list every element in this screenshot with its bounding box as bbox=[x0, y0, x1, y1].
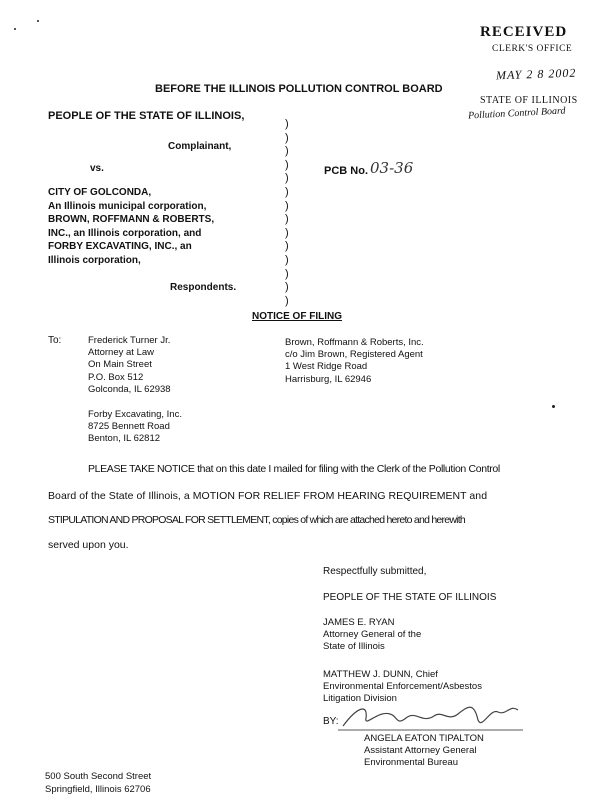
footer-city: Springfield, Illinois 62706 bbox=[45, 783, 151, 795]
address-line: Forby Excavating, Inc. bbox=[88, 409, 182, 420]
notice-title: NOTICE OF FILING bbox=[252, 311, 342, 322]
signer-title: Assistant Attorney General bbox=[364, 745, 477, 756]
caption-paren: ) bbox=[285, 253, 289, 266]
ag-state: State of Illinois bbox=[323, 641, 385, 652]
address-line: Golconda, IL 62938 bbox=[88, 383, 171, 395]
attorney-general-block bbox=[323, 617, 421, 653]
address-line: P.O. Box 512 bbox=[88, 371, 144, 383]
scan-speck bbox=[14, 28, 16, 30]
address-line: Attorney at Law bbox=[88, 347, 155, 359]
respondent-line: BROWN, ROFFMANN & ROBERTS, bbox=[48, 214, 215, 225]
caption-paren: ) bbox=[285, 158, 289, 171]
plaintiff-name: PEOPLE OF THE STATE OF ILLINOIS, bbox=[48, 110, 245, 122]
scan-speck bbox=[37, 20, 39, 22]
footer-address bbox=[45, 771, 151, 796]
address-line: c/o Jim Brown, Registered Agent bbox=[285, 349, 423, 361]
caption-paren: ) bbox=[285, 131, 289, 144]
body-line-1-rest: that on this date I mailed for filing with the Clerk of the Pollution Control bbox=[194, 463, 500, 475]
signer-name: ANGELA EATON TIPALTON bbox=[364, 733, 484, 744]
addressee-left bbox=[88, 335, 171, 396]
caption-paren: ) bbox=[285, 172, 289, 185]
received-stamp-board: Pollution Control Board bbox=[467, 105, 566, 122]
received-stamp-clerk: CLERK'S OFFICE bbox=[492, 44, 573, 54]
by-label: BY: bbox=[323, 716, 339, 727]
address-line: Harrisburg, IL 62946 bbox=[285, 373, 372, 385]
signer-bureau: Environmental Bureau bbox=[364, 757, 458, 768]
respondent-line: FORBY EXCAVATING, INC., an bbox=[48, 241, 192, 252]
chief-division-2: Litigation Division bbox=[323, 693, 397, 704]
ag-title: Attorney General of the bbox=[323, 629, 422, 640]
addressee-right bbox=[285, 337, 424, 386]
address-line: Benton, IL 62812 bbox=[88, 433, 161, 445]
caption-paren: ) bbox=[285, 294, 289, 307]
addressee-third bbox=[88, 409, 182, 446]
caption-paren: ) bbox=[285, 145, 289, 158]
body-line-3: STIPULATION AND PROPOSAL FOR SETTLEMENT, copies of which are attached hereto and herewith bbox=[48, 514, 466, 526]
versus-label: vs. bbox=[90, 163, 104, 174]
received-stamp-date: MAY 2 8 2002 bbox=[495, 65, 577, 83]
pcb-number-handwritten: 03-36 bbox=[370, 159, 414, 177]
scan-speck bbox=[552, 405, 555, 408]
body-line-2: Board of the State of Illinois, a MOTION FOR RELIEF FROM HEARING REQUIREMENT and bbox=[48, 490, 488, 502]
complainant-label: Complainant, bbox=[168, 141, 232, 152]
handwritten-signature bbox=[338, 696, 528, 736]
caption-paren: ) bbox=[285, 199, 289, 212]
caption-paren: ) bbox=[285, 240, 289, 253]
address-line: Frederick Turner Jr. bbox=[88, 335, 171, 346]
footer-street: 500 South Second Street bbox=[45, 771, 152, 782]
address-line: 1 West Ridge Road bbox=[285, 361, 368, 373]
respondent-line: Illinois corporation, bbox=[48, 254, 141, 266]
ag-name: JAMES E. RYAN bbox=[323, 617, 395, 628]
pcb-label: PCB No. bbox=[324, 165, 368, 177]
respondents-label: Respondents. bbox=[170, 282, 237, 293]
signer-block bbox=[364, 733, 484, 769]
chief-name: MATTHEW J. DUNN, Chief bbox=[323, 669, 438, 680]
caption-paren: ) bbox=[285, 281, 289, 294]
received-stamp-title: RECEIVED bbox=[480, 24, 568, 40]
body-line-4: served upon you. bbox=[48, 539, 129, 551]
respondent-line: An Illinois municipal corporation, bbox=[48, 200, 207, 212]
respondent-line: INC., an Illinois corporation, and bbox=[48, 227, 202, 239]
received-stamp-state: STATE OF ILLINOIS bbox=[480, 95, 578, 106]
body-line-1 bbox=[88, 463, 500, 475]
chief-division: Environmental Enforcement/Asbestos bbox=[323, 681, 482, 692]
document-heading: BEFORE THE ILLINOIS POLLUTION CONTROL BOARD bbox=[155, 83, 443, 95]
respectfully-submitted: Respectfully submitted, bbox=[323, 566, 427, 577]
address-line: On Main Street bbox=[88, 359, 152, 371]
caption-parentheses bbox=[285, 118, 289, 308]
to-label: To: bbox=[48, 335, 62, 346]
signature-stroke bbox=[343, 707, 518, 726]
please-take-notice: PLEASE TAKE NOTICE bbox=[88, 463, 195, 475]
address-line: 8725 Bennett Road bbox=[88, 421, 170, 433]
caption-paren: ) bbox=[285, 118, 289, 130]
caption-paren: ) bbox=[285, 267, 289, 280]
caption-paren: ) bbox=[285, 213, 289, 226]
caption-paren: ) bbox=[285, 185, 289, 198]
respondent-line: CITY OF GOLCONDA, bbox=[48, 187, 152, 198]
address-line: Brown, Roffmann & Roberts, Inc. bbox=[285, 337, 424, 348]
caption-paren: ) bbox=[285, 226, 289, 239]
respondents-block bbox=[48, 186, 214, 267]
people-signature-line: PEOPLE OF THE STATE OF ILLINOIS bbox=[323, 592, 497, 603]
